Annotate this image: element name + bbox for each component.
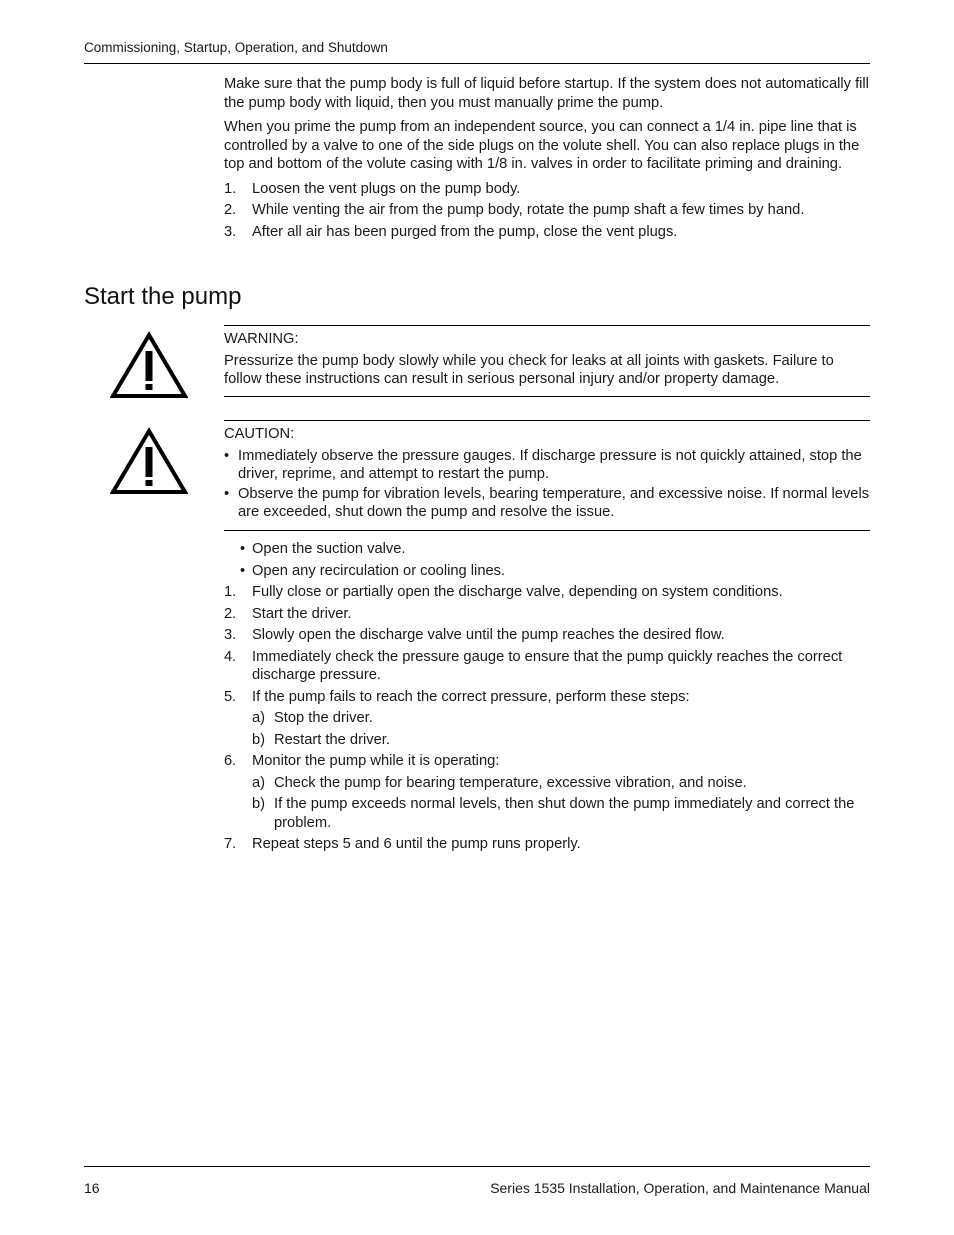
bullet-dot: • — [224, 447, 230, 464]
start-substep — [224, 795, 870, 832]
start-bullet — [224, 540, 870, 559]
header-divider — [84, 63, 870, 64]
start-step — [224, 752, 870, 771]
substep-letter: a) — [252, 710, 266, 726]
start-substep — [224, 774, 870, 793]
step-number: 7. — [224, 836, 237, 852]
bullet-dot: • — [240, 562, 246, 579]
start-bullet-text: Open any recirculation or cooling lines. — [252, 562, 506, 579]
warning-label: WARNING: — [224, 331, 299, 347]
start-step — [224, 583, 870, 602]
substep-letter: b) — [252, 796, 266, 812]
prime-step — [224, 180, 870, 199]
header-section-title: Commissioning, Startup, Operation, and Shutdown — [84, 40, 388, 55]
warning-text: Pressurize the pump body slowly while you check for leaks at all joints with gaskets. Failure to follow these instructions can result in serious personal injury and/or property damage. — [224, 352, 834, 387]
start-step — [224, 835, 870, 854]
start-step — [224, 605, 870, 624]
start-bullet — [224, 562, 870, 581]
prime-paragraph: Make sure that the pump body is full of liquid before startup. If the system does not automatically fill the pump body with liquid, then you must manually prime the pump. — [224, 76, 869, 111]
step-text: Slowly open the discharge valve until the pump reaches the desired flow. — [252, 627, 725, 643]
footer-divider — [84, 1166, 870, 1167]
page-number: 16 — [84, 1180, 100, 1196]
substep-text: Check the pump for bearing temperature, excessive vibration, and noise. — [274, 774, 747, 791]
prime-section — [224, 75, 870, 244]
caution-triangle-icon — [110, 427, 188, 495]
step-text: Fully close or partially open the discharge valve, depending on system conditions. — [252, 584, 783, 600]
start-step — [224, 688, 870, 707]
caution-bullet — [224, 485, 870, 522]
substep-text: Stop the driver. — [274, 710, 373, 726]
step-text: Monitor the pump while it is operating: — [252, 753, 500, 769]
step-number: 6. — [224, 753, 237, 769]
step-number: 3. — [224, 627, 237, 643]
caution-label: CAUTION: — [224, 426, 295, 442]
start-step — [224, 648, 870, 685]
step-number: 4. — [224, 648, 237, 665]
start-step — [224, 626, 870, 645]
caution-bullet-text: Immediately observe the pressure gauges. If discharge pressure is not quickly attained, stop the driver, reprime, and attempt to restart the pump. — [238, 447, 862, 482]
step-number: 1. — [224, 180, 237, 197]
step-number: 3. — [224, 223, 237, 240]
section-heading: Start the pump — [84, 283, 242, 310]
caution-bullet — [224, 447, 870, 484]
start-substep — [224, 731, 870, 750]
warning-triangle-icon — [110, 331, 188, 399]
step-text: Start the driver. — [252, 605, 352, 622]
start-procedure — [224, 540, 870, 857]
step-text: Repeat steps 5 and 6 until the pump runs properly. — [252, 836, 581, 852]
step-text: While venting the air from the pump body, rotate the pump shaft a few times by hand. — [252, 202, 805, 218]
substep-text: If the pump exceeds normal levels, then shut down the pump immediately and correct the problem. — [274, 796, 855, 831]
caution-notice — [224, 420, 870, 531]
substep-letter: a) — [252, 774, 266, 791]
step-number: 2. — [224, 605, 237, 622]
substep-letter: b) — [252, 731, 266, 748]
caution-bullet-text: Observe the pump for vibration levels, bearing temperature, and excessive noise. If normal levels are exceeded, shut down the pump and resolve the issue. — [238, 485, 870, 520]
start-substep — [224, 709, 870, 728]
step-number: 5. — [224, 688, 237, 705]
start-bullet-text: Open the suction valve. — [252, 541, 406, 557]
step-text: Loosen the vent plugs on the pump body. — [252, 180, 521, 197]
step-text: If the pump fails to reach the correct pressure, perform these steps: — [252, 688, 690, 705]
step-text: Immediately check the pressure gauge to ensure that the pump quickly reaches the correct discharge pressure. — [252, 648, 843, 683]
step-text: After all air has been purged from the pump, close the vent plugs. — [252, 223, 678, 240]
bullet-dot: • — [224, 485, 230, 502]
prime-step — [224, 201, 870, 220]
warning-notice — [224, 325, 870, 397]
bullet-dot: • — [240, 541, 246, 557]
manual-title: Series 1535 Installation, Operation, and Maintenance Manual — [490, 1180, 870, 1196]
step-number: 2. — [224, 202, 237, 218]
step-number: 1. — [224, 584, 237, 600]
substep-text: Restart the driver. — [274, 731, 390, 748]
prime-paragraph: When you prime the pump from an independent source, you can connect a 1/4 in. pipe line that is controlled by a valve to one of the side plugs on the volute shell. You can also replace plugs in the top and bottom of the volute casing with 1/8 in. valves in order to facilitate priming and draining. — [224, 119, 860, 172]
prime-step — [224, 223, 870, 242]
